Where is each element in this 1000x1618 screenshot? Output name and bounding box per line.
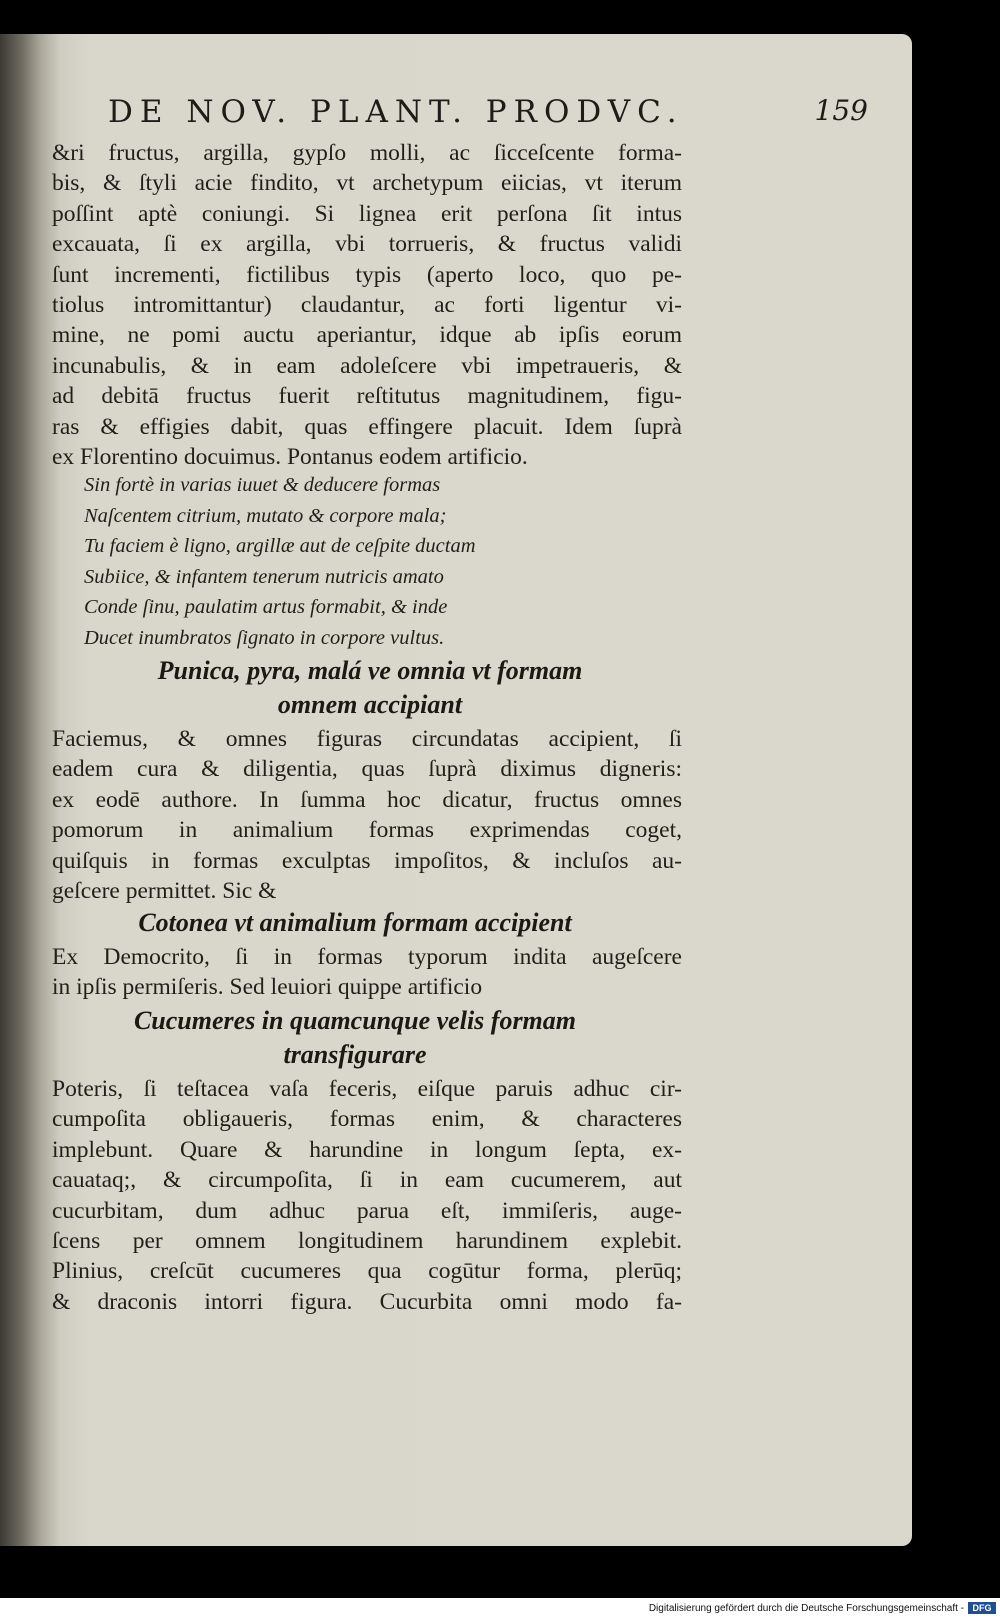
heading-line: Cucumeres in quamcunque velis formam xyxy=(133,1006,577,1035)
text-line: cumpoſita obligaueris, formas enim, & characteres xyxy=(52,1106,682,1133)
digitization-credit: Digitalisierung gefördert durch die Deutsche Forschungsgemeinschaft - xyxy=(648,1603,964,1614)
text-line: Plinius, creſcūt cucumeres qua cogūtur forma, plerūq; xyxy=(52,1258,682,1285)
section-heading-punica xyxy=(0,654,740,722)
section-heading-cucumeres xyxy=(0,1004,710,1072)
text-line: cauataq;, & circumpoſita, ſi in eam cucumerem, aut xyxy=(52,1167,682,1194)
text-line: mine, ne pomi auctu aperiantur, idque ab ipſis eorum xyxy=(52,322,682,349)
section-heading-cotonea xyxy=(0,906,710,940)
text-line: &ri fructus, argilla, gypſo molli, ac ſicceſcente forma- xyxy=(52,140,682,166)
text-line: ad debitā fructus fuerit reſtitutus magnitudinem, figu- xyxy=(52,383,682,410)
verse-line: Naſcentem citrium, mutato & corpore mala; xyxy=(84,504,447,527)
text-line: Poteris, ſi teſtacea vaſa feceris, eiſque paruis adhuc cir- xyxy=(52,1076,682,1102)
heading-line: Cotonea vt animalium formam accipient xyxy=(138,908,572,937)
heading-line: transfigurare xyxy=(283,1040,427,1069)
verse-line: Sin fortè in varias iuuet & deducere formas xyxy=(84,474,441,496)
text-line: excauata, ſi ex argilla, vbi torrueris, & fructus validi xyxy=(52,231,682,258)
paragraph-3 xyxy=(52,942,682,1003)
text-line: geſcere permittet. Sic & xyxy=(52,877,277,904)
verse-quotation xyxy=(84,470,604,653)
text-line: Faciemus, & omnes figuras circundatas accipient, ſi xyxy=(52,726,682,752)
text-line: poſſint aptè coniungi. Si lignea erit perſona ſit intus xyxy=(52,200,682,227)
page-header xyxy=(108,90,868,140)
text-line: cucurbitam, dum adhuc parua eſt, immiſeris, auge- xyxy=(52,1197,682,1224)
text-line: & draconis intorri figura. Cucurbita omni modo fa- xyxy=(52,1288,682,1315)
text-line: ras & effigies dabit, quas effingere placuit. Idem ſuprà xyxy=(52,413,682,440)
page-number: 159 xyxy=(814,94,868,127)
text-line: Ex Democrito, ſi in formas typorum indita augeſcere xyxy=(52,944,682,970)
text-line: pomorum in animalium formas exprimendas coget, xyxy=(52,817,682,844)
paragraph-2 xyxy=(52,724,682,906)
dfg-logo: DFG xyxy=(968,1602,996,1614)
text-line: implebunt. Quare & harundine in longum ſepta, ex- xyxy=(52,1136,682,1163)
heading-line: Punica, pyra, malá ve omnia vt formam xyxy=(157,656,583,685)
text-line: tiolus intromittantur) claudantur, ac forti ligentur vi- xyxy=(52,291,682,318)
verse-line: Tu faciem è ligno, argillæ aut de ceſpite ductam xyxy=(84,535,476,557)
text-line: in ipſis permiſeris. Sed leuiori quippe artificio xyxy=(52,974,483,1001)
text-line: ex Florentino docuimus. Pontanus eodem artificio. xyxy=(52,443,528,470)
text-line: incunabulis, & in eam adoleſcere vbi impetraueris, & xyxy=(52,352,682,379)
verse-line: Subiice, & infantem tenerum nutricis amato xyxy=(84,565,444,588)
heading-line: omnem accipiant xyxy=(277,690,463,719)
text-line: ſcens per omnem longitudinem harundinem explebit. xyxy=(52,1227,682,1254)
text-line: eadem cura & diligentia, quas ſuprà diximus digneris: xyxy=(52,756,682,783)
text-line: quiſquis in formas exculptas impoſitos, & incluſos au- xyxy=(52,847,682,874)
running-title: DE NOV. PLANT. PRODVC. xyxy=(108,94,684,130)
text-line: ſunt incrementi, fictilibus typis (aperto loco, quo pe- xyxy=(52,261,682,288)
paragraph-4 xyxy=(52,1074,682,1317)
text-line: bis, & ſtyli acie findito, vt archetypum eiicias, vt iterum xyxy=(52,170,682,197)
verse-line: Conde ſinu, paulatim artus formabit, & inde xyxy=(84,596,448,618)
verse-line: Ducet inumbratos ſignato in corpore vultus. xyxy=(84,626,445,649)
paragraph-1 xyxy=(52,138,682,472)
text-line: ex eodē authore. In ſumma hoc dicatur, fructus omnes xyxy=(52,786,682,813)
